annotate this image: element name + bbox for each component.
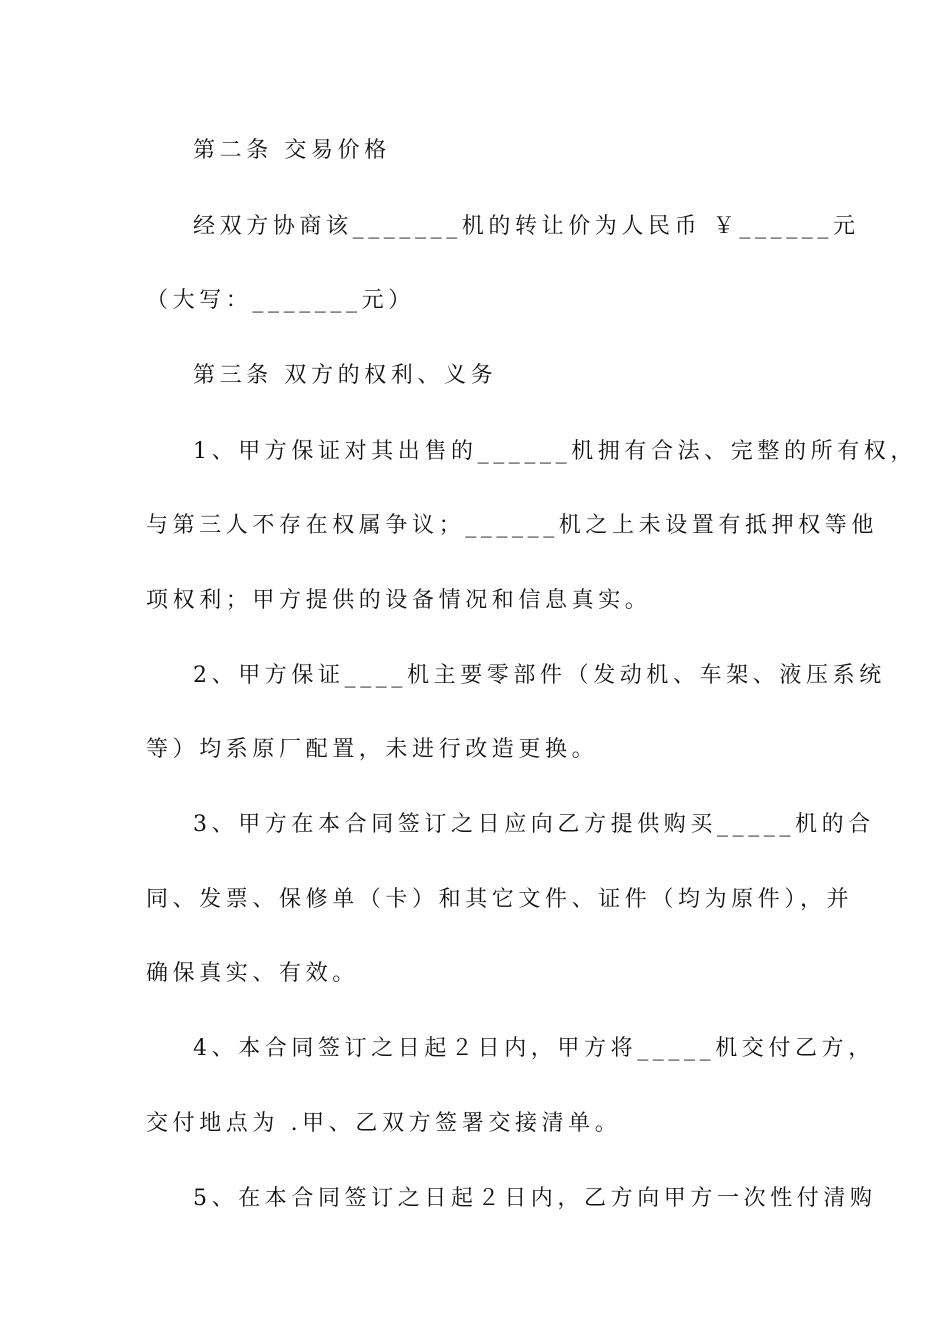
- article-2-heading: 第二条 交易价格: [193, 138, 391, 163]
- item-1-line-1: 1、甲方保证对其出售的______机拥有合法、完整的所有权，: [193, 439, 917, 464]
- item-4-line-1: 4、本合同签订之日起２日内，甲方将_____机交付乙方，: [193, 1036, 875, 1061]
- item-4-line-2: 交付地点为 .甲、乙双方签署交接清单。: [146, 1111, 622, 1136]
- item-2-line-1: 2、甲方保证____机主要零部件（发动机、车架、液压系统: [193, 663, 886, 688]
- price-clause-line-1: 经双方协商该_______机的转让价为人民币 ￥______元: [193, 214, 860, 239]
- item-2-line-2: 等）均系原厂配置，未进行改造更换。: [146, 737, 599, 762]
- item-3-line-3: 确保真实、有效。: [146, 961, 359, 986]
- item-1-line-2: 与第三人不存在权属争议；______机之上未设置有抵押权等他: [146, 513, 879, 538]
- item-1-line-3: 项权利；甲方提供的设备情况和信息真实。: [146, 588, 652, 613]
- price-clause-line-2: （大写：_______元）: [146, 288, 415, 313]
- article-3-heading: 第三条 双方的权利、义务: [193, 363, 498, 388]
- item-5-line-1: 5、在本合同签订之日起２日内，乙方向甲方一次性付清购: [193, 1186, 877, 1211]
- item-3-line-2: 同、发票、保修单（卡）和其它文件、证件（均为原件），并: [146, 887, 854, 912]
- item-3-line-1: 3、甲方在本合同签订之日应向乙方提供购买_____机的合: [193, 812, 875, 837]
